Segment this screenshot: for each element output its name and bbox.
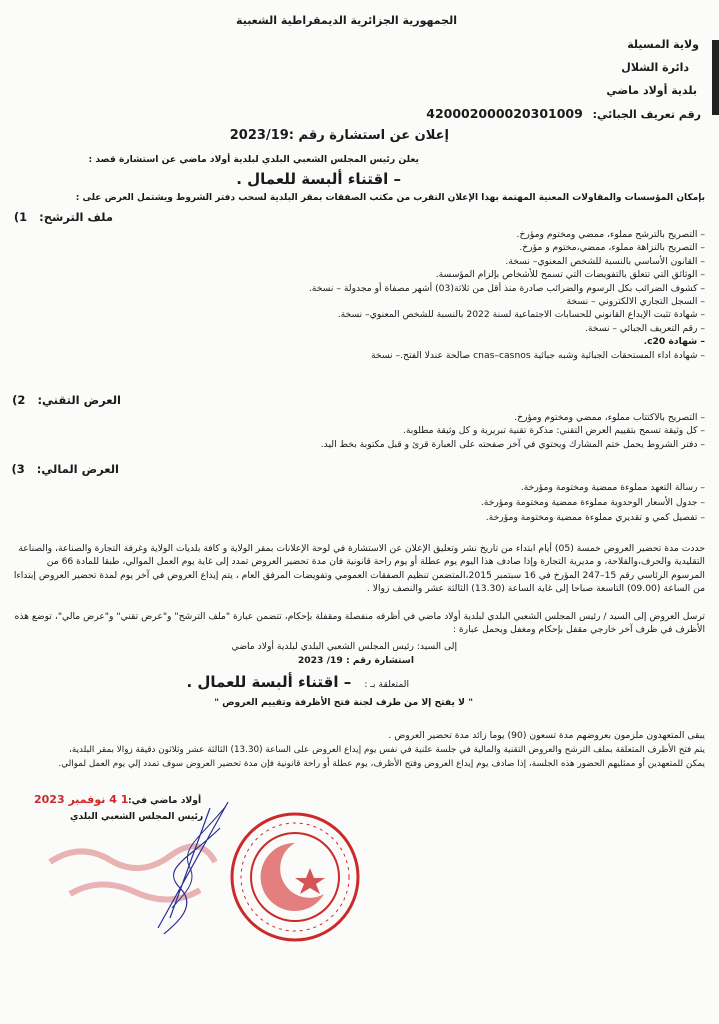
list-item: – السجل التجاري الالكتروني – نسخة <box>566 296 705 308</box>
list-item: – رقم التعريف الجبائي – نسخة. <box>584 322 705 334</box>
envelope-consultation: استشارة رقم : 19/ 2023 <box>297 655 414 666</box>
list-item: – القانون الأساسي بالنسبة للشخص المعنوي– نسخة. <box>505 255 705 267</box>
section-3-number: 3) <box>11 462 25 476</box>
closing-line-2: يتم فتح الأظرف المتعلقة بملف الترشح والعروض التقنية والمالية في جلسة علنية في نفس يوم إيداع العروض على الساعة (13.30) الثالثة عشر وثلاثون دقيقة زوالا بمقر البلدية، <box>69 745 705 755</box>
republic-heading: الجمهورية الجزائرية الديمقراطية الشعبية <box>236 14 457 27</box>
signer-title: رئيس المجلس الشعبي البلدي <box>70 811 204 822</box>
announcement-title: إعلان عن استشارة رقم :2023/19 <box>229 128 449 143</box>
deadline-paragraph: حددت مدة تحضير العروض خمسة (05) أيام ابتداء من تاريخ نشر وتعليق الإعلان عن الاستشارة في لوحة الإعلانات بمقر الولاية و كافة بلديات الولاية وغرفة التجارة والصناعة، والصناعة التقليدية والحرف،والفلاحة، و مديرية التجارة وإذا صادف هذا اليوم يوم عطلة أو يوم راحة قانونية فان مدة تحضير العروض تمدد إلى غاية يوم العمل الموالي، طبقا للمادة 66 من المرسوم الرئاسي رقم 15–247 المؤرخ في 16 سبتمبر 2015،المتضمن تنظيم الصفقات العمومي وتفويضات المرفق العام ، يتم إيداع العروض في آخر يوم لمدة تحضير العروض إبتداءا من الساعة (09.00) التاسعة صباحا إلى غاية الساعة (13.30) الثالثة عشر والنصف زوالا . <box>13 543 705 595</box>
list-item: – جدول الأسعار الوحدوية مملوءة ممضية ومختومة ومؤرخة. <box>480 497 705 508</box>
closing-line-1: يبقى المتعهدون ملزمون بعروضهم مدة تسعون (90) يوما زائد مدة تحضير العروض . <box>388 730 705 741</box>
financial-offer-list <box>60 480 705 525</box>
list-item: – شهادة c20. <box>643 336 705 348</box>
handwritten-signature-icon <box>150 798 230 938</box>
wilaya-label: ولاية المسيلة <box>627 38 699 51</box>
scan-edge-shadow <box>712 40 719 115</box>
list-item: – كل وثيقة تسمح بتقييم العرض التقني: مذكرة تقنية تبريرية و كل وثيقة مطلوبة. <box>402 425 705 437</box>
list-item: – كشوف الضرائب بكل الرسوم والضرائب صادرة منذ أقل من ثلاثة(03) أشهر مصفاة أو مجدولة – نسخة. <box>308 282 705 294</box>
tax-id-label: رقم تعريف الجبائي: <box>592 108 701 121</box>
section-2-title: العرض التقني: <box>37 393 121 407</box>
invitation-line: بإمكان المؤسسات والمقاولات المعنية المهتمة بهذا الإعلان التقرب من مكتب الصفقات بمقر البلدية لسحب دفتر الشروط ويشتمل العرض على : <box>75 193 705 203</box>
date-stamp: 1 4 نوفمبر 2023 <box>34 793 129 806</box>
list-item: – شهادة تثبت الإيداع القانوني للحسابات الاجتماعية لسنة 2022 بالنسبة للشخص المعنوي– نسخة. <box>337 309 705 321</box>
section-1-number: 1) <box>13 210 28 224</box>
list-item: – تفصيل كمي و تقديري مملوءة ممضية ومختومة ومؤرخة. <box>485 512 705 523</box>
tax-id-value: 420002000020301009 <box>426 106 583 121</box>
section-2-heading <box>12 393 121 407</box>
technical-offer-list <box>60 411 705 451</box>
intro-line: يعلن رئيس المجلس الشعبي البلدي لبلدية أولاد ماضي عن استشارة قصد : <box>88 154 419 165</box>
subject-line: – اقتناء ألبسة للعمال . <box>236 170 401 188</box>
section-2-number: 2) <box>12 393 26 407</box>
list-item: – الوثائق التي تتعلق بالتفويضات التي تسمح للأشخاص بإلزام المؤسسة. <box>435 269 705 281</box>
daira-label: دائرة الشلال <box>621 61 689 74</box>
official-seal-icon <box>228 810 363 945</box>
list-item: – رسالة التعهد مملوءة ممضية ومختومة ومؤرخة. <box>520 482 705 493</box>
list-item: – التصريح بالنزاهة مملوء، ممضي،مختوم و مؤرخ. <box>519 242 705 254</box>
envelope-regarding-line <box>186 672 409 691</box>
tax-id-line <box>426 106 701 121</box>
envelope-note: " لا يفتح إلا من طرف لجنة فتح الأظرفة وتقييم العروض " <box>214 697 473 708</box>
envelope-recipient: إلى السيد: رئيس المجلس الشعبي البلدي لبلدية أولاد ماضي <box>231 641 457 652</box>
candidacy-file-list <box>60 228 705 362</box>
regarding-label: المتعلقة بـ : <box>364 679 409 690</box>
list-item: – التصريح بالاكتتاب مملوء، ممضي ومختوم ومؤرخ. <box>514 412 705 423</box>
list-item: – التصريح بالترشح مملوء، ممضي ومختوم ومؤرخ. <box>516 229 705 240</box>
section-3-title: العرض المالي: <box>36 462 119 476</box>
section-1-title: ملف الترشح: <box>39 210 113 224</box>
closing-line-3: يمكن للمتعهدين أو ممثليهم الحضور هذه الجلسة، إذا صادف يوم إيداع العروض وفتح الأظرف، يوم عطلة أو راحة قانونية فإن مدة تحضير العروض سوف تمدد إلي يوم العمل لموالي. <box>58 759 705 769</box>
regarding-subject: – اقتناء ألبسة للعمال . <box>186 673 352 691</box>
submission-paragraph: ترسل العروض إلى السيد / رئيس المجلس الشعبي البلدي لبلدية أولاد ماضي في أظرفه منفصلة ومقفلة بإحكام، تتضمن عبارة "ملف الترشح" و"عرض تقني" و"عرض مالي"، توضع هذه الأظرف في ظرف آخر خارجي مقفل بإحكام ومغفل ويحمل عبارة : <box>14 611 705 636</box>
list-item: – دفتر الشروط يحمل ختم المشارك ويحتوي في آخر صفحته على العبارة قرئ و قبل مكتوبة بخط اليد. <box>320 438 705 450</box>
list-item: – شهادة اداء المستحقات الجبائية وشبه جبائية cnas–casnos صالحة عندلا الفتح.– نسخة <box>371 349 705 361</box>
commune-label: بلدية أولاد ماضي <box>606 84 697 97</box>
place-date-label: أولاد ماضي في: <box>128 795 202 806</box>
section-1-heading <box>14 210 113 224</box>
section-3-heading <box>11 462 119 476</box>
